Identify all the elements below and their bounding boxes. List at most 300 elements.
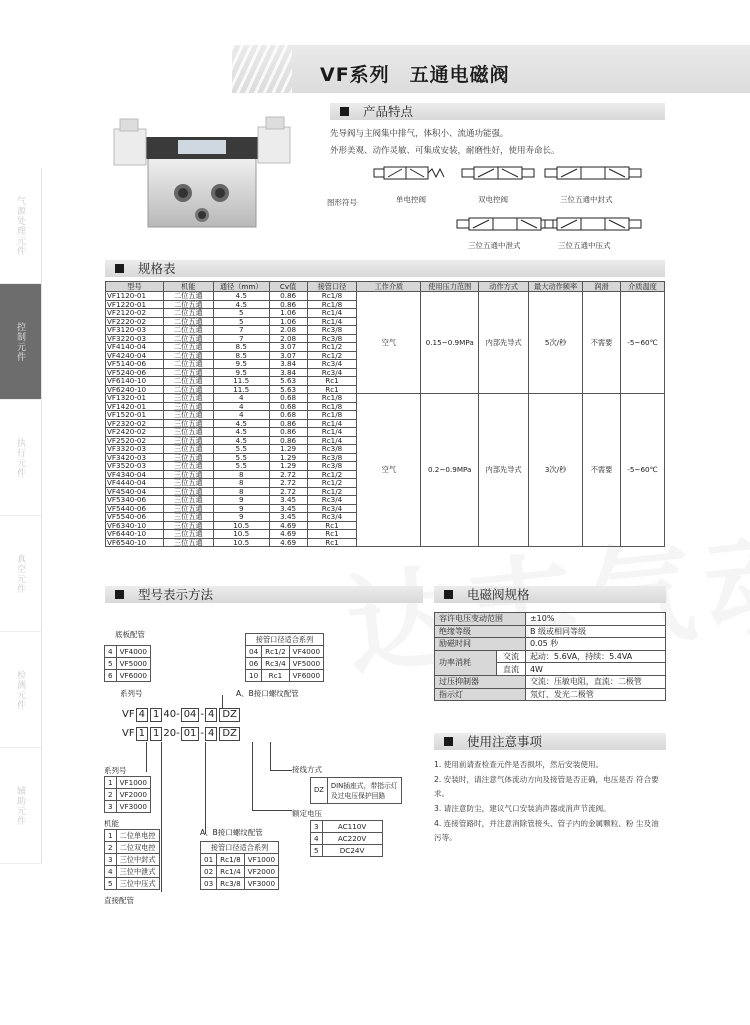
spec-header-row — [106, 282, 665, 292]
cell: VF2000 — [116, 789, 150, 801]
connector-line — [252, 810, 292, 811]
section-square-icon — [115, 264, 124, 273]
cell: AC220V — [322, 833, 382, 845]
cell: 二位五通 — [163, 300, 213, 309]
cell: VF3000 — [116, 801, 150, 813]
table-title: 接管口径适合系列 — [201, 842, 279, 854]
cell: 0.86 — [269, 419, 307, 428]
cell: 2.72 — [269, 479, 307, 488]
cell: 二位五通 — [163, 309, 213, 318]
cell: Rc1/2 — [307, 343, 357, 352]
cell: B 级或相同等级 — [525, 625, 665, 638]
cell: 1.29 — [269, 453, 307, 462]
cell: 三位五通 — [163, 496, 213, 505]
cell: 4.5 — [213, 292, 269, 301]
cell: 6 — [105, 670, 117, 682]
cell: 04 — [246, 646, 262, 658]
model-header — [105, 586, 423, 603]
cell: 三位五通 — [163, 394, 213, 403]
cell: 起动：5.6VA，持续：5.4VA — [525, 650, 665, 663]
cell: 4.5 — [213, 419, 269, 428]
cell: ±10% — [525, 613, 665, 626]
cell: VF5140-06 — [106, 360, 164, 369]
side-tab-control[interactable]: 控制元件 — [0, 284, 42, 400]
col-header: 接管口径 — [307, 282, 357, 292]
cell: 三位五通 — [163, 419, 213, 428]
cell: VF2220-02 — [106, 317, 164, 326]
three-position-exhaust-symbol-icon — [455, 208, 555, 238]
cell: 10.5 — [213, 521, 269, 530]
cell: Rc1/2 — [307, 470, 357, 479]
col-header: Cv值 — [269, 282, 307, 292]
cell: 二位五通 — [163, 326, 213, 335]
cell: DZ — [311, 778, 328, 804]
spec-header — [105, 260, 665, 277]
table-row — [311, 821, 383, 833]
cell: 8.5 — [213, 343, 269, 352]
cell: 二位五通 — [163, 377, 213, 386]
cell: 2.08 — [269, 334, 307, 343]
cell: Rc1/4 — [307, 309, 357, 318]
cell: VF2120-02 — [106, 309, 164, 318]
cell: VF6540-10 — [106, 538, 164, 547]
code-box: 1 — [150, 727, 162, 741]
table-row — [105, 789, 151, 801]
col-header: 动作方式 — [479, 282, 529, 292]
cell: 4W — [525, 663, 665, 676]
cell: Rc1/4 — [307, 436, 357, 445]
cell: 5.5 — [213, 462, 269, 471]
cell: VF1320-01 — [106, 394, 164, 403]
symbol-caption: 三位五通中压式 — [558, 241, 611, 250]
wiring-label: 接线方式 — [292, 765, 322, 774]
cell: 9 — [213, 496, 269, 505]
cell: 9.5 — [213, 368, 269, 377]
cell: VF1120-01 — [106, 292, 164, 301]
cell: 绝缘等级 — [435, 625, 526, 638]
cell-medium: 空气 — [357, 394, 421, 547]
section-square-icon — [444, 737, 453, 746]
cell-medium: 空气 — [357, 292, 421, 394]
cell: 三位五通 — [163, 504, 213, 513]
cell: VF4000 — [116, 646, 150, 658]
cell: VF6340-10 — [106, 521, 164, 530]
cell: 0.05 秒 — [525, 638, 665, 651]
cell: Rc3/8 — [307, 334, 357, 343]
cell: DC24V — [322, 845, 382, 857]
cell: VF1000 — [244, 854, 278, 866]
cell: Rc1 — [307, 377, 357, 386]
cell: Rc3/4 — [307, 513, 357, 522]
cell: 功率消耗 — [435, 650, 497, 675]
cell: 11.5 — [213, 377, 269, 386]
cell: 三位中压式 — [116, 878, 159, 890]
cell-temp: -5~60℃ — [620, 394, 664, 547]
cell: Rc1 — [307, 538, 357, 547]
cell: 三位五通 — [163, 521, 213, 530]
cell: 8 — [213, 487, 269, 496]
table-row — [105, 854, 160, 866]
cell: 10.5 — [213, 530, 269, 539]
table-row — [105, 830, 160, 842]
cell: VF1220-01 — [106, 300, 164, 309]
cell: 5.63 — [269, 377, 307, 386]
cell: AC110V — [322, 821, 382, 833]
features-heading: 产品特点 — [363, 104, 414, 119]
cell: 二位五通 — [163, 385, 213, 394]
symbol-caption: 三位五通中泄式 — [468, 241, 521, 250]
cell: 过压抑制器 — [435, 675, 526, 688]
cell: Rc3/8 — [307, 462, 357, 471]
cell-lube: 不需要 — [583, 292, 621, 394]
cell-pressure: 0.15~0.9MPa — [421, 292, 479, 394]
connector-line — [270, 742, 271, 770]
table-row — [311, 833, 383, 845]
code-box: 04 — [181, 708, 200, 722]
cell-temp: -5~60℃ — [620, 292, 664, 394]
cell: 交流：压敏电阻，直流：二极管 — [525, 675, 665, 688]
cell: Rc1 — [307, 385, 357, 394]
cell: 7 — [213, 334, 269, 343]
symbol-caption: 三位五通中封式 — [560, 195, 613, 204]
notes-list — [434, 758, 666, 846]
cell: 三位五通 — [163, 513, 213, 522]
cell: 二位单电控 — [116, 830, 159, 842]
cell: Rc3/4 — [307, 496, 357, 505]
cell: 3 — [105, 854, 117, 866]
table-row — [105, 878, 160, 890]
cell: 2.08 — [269, 326, 307, 335]
cell: Rc1/8 — [307, 300, 357, 309]
cell: VF4440-04 — [106, 479, 164, 488]
cell: 三位五通 — [163, 530, 213, 539]
cell: VF5240-06 — [106, 368, 164, 377]
cell: 三位中封式 — [116, 854, 159, 866]
table-row — [106, 292, 665, 301]
cell: VF3420-03 — [106, 453, 164, 462]
port-series-table-top — [245, 633, 324, 682]
cell: 0.68 — [269, 394, 307, 403]
base-label: 底板配管 — [115, 630, 145, 639]
cell: Rc1/4 — [307, 317, 357, 326]
cell: 5 — [105, 658, 117, 670]
note-item: 3. 请注意防尘，建议气口安装消声器或消声节流阀。 — [434, 804, 611, 813]
cell: 氖灯、发光二极管 — [525, 688, 665, 701]
cell: 三位五通 — [163, 462, 213, 471]
col-header: 最大动作频率 — [529, 282, 583, 292]
three-position-closed-symbol-icon — [543, 157, 643, 187]
cell: 10 — [246, 670, 262, 682]
cell: VF3220-03 — [106, 334, 164, 343]
cell: Rc1 — [307, 530, 357, 539]
cell: Rc1/2 — [262, 646, 290, 658]
feature-line: 先导阀与主阀集中排气，体积小、流通功能强。 — [330, 129, 509, 139]
cell: 4.5 — [213, 436, 269, 445]
cell: 三位五通 — [163, 428, 213, 437]
cell: 4.69 — [269, 521, 307, 530]
ab-label-top: A、B接口螺纹配管 — [236, 689, 299, 698]
cell: 11.5 — [213, 385, 269, 394]
table-row — [201, 842, 279, 854]
table-row — [105, 842, 160, 854]
cell: Rc1/8 — [307, 292, 357, 301]
table-row — [201, 866, 279, 878]
cell: 2.72 — [269, 470, 307, 479]
code-part: - — [200, 709, 205, 720]
connector-line — [270, 770, 292, 771]
cell: VF6000 — [116, 670, 150, 682]
spec-table — [105, 281, 665, 547]
cell: VF5540-06 — [106, 513, 164, 522]
cell: VF4000 — [289, 646, 323, 658]
cell: Rc1/4 — [307, 428, 357, 437]
note-item: 1. 使用前请查检查元件是否损坏，然后安装使用。 — [434, 760, 604, 769]
port-series-table-bottom — [200, 841, 279, 890]
cell: 二位五通 — [163, 343, 213, 352]
base-table — [104, 645, 151, 682]
code-part: 20- — [163, 728, 180, 739]
cell: 4.69 — [269, 538, 307, 547]
section-square-icon — [444, 590, 453, 599]
table-row — [435, 688, 666, 701]
cell: 7 — [213, 326, 269, 335]
cell-freq: 5次/秒 — [529, 292, 583, 394]
cell: 8 — [213, 470, 269, 479]
cell: Rc3/4 — [262, 658, 290, 670]
table-row — [246, 634, 324, 646]
cell: 4 — [213, 394, 269, 403]
cell: 三位五通 — [163, 411, 213, 420]
cell-action: 内部先导式 — [479, 292, 529, 394]
code-box: 4 — [205, 708, 217, 722]
col-header: 机能 — [163, 282, 213, 292]
feature-line: 外形美观、动作灵敏、可集成安装，耐磨性好，使用寿命长。 — [330, 146, 560, 156]
cell: 3.07 — [269, 351, 307, 360]
cell: VF6440-10 — [106, 530, 164, 539]
cell: VF2320-02 — [106, 419, 164, 428]
side-tab-air-treatment[interactable]: 气源处理元件 — [0, 168, 42, 284]
ab-label-bottom: A、B接口螺纹配管 — [200, 828, 263, 837]
side-tab-vacuum[interactable]: 真空元件 — [0, 516, 42, 632]
cell: VF3120-03 — [106, 326, 164, 335]
cell: Rc1/2 — [307, 479, 357, 488]
cell: Rc3/4 — [307, 360, 357, 369]
cell: VF5340-06 — [106, 496, 164, 505]
solenoid-header — [434, 586, 666, 603]
cell: 3.45 — [269, 496, 307, 505]
cell: 二位五通 — [163, 334, 213, 343]
cell: 5 — [213, 317, 269, 326]
cell: 5.5 — [213, 445, 269, 454]
cell: VF4540-04 — [106, 487, 164, 496]
model-code-example-1 — [122, 708, 241, 722]
cell: 4.69 — [269, 530, 307, 539]
code-part: - — [200, 728, 205, 739]
side-tab-detection[interactable]: 检测元件 — [0, 632, 42, 748]
cell: 指示灯 — [435, 688, 526, 701]
cell: VF6140-10 — [106, 377, 164, 386]
cell: 01 — [201, 854, 217, 866]
function-table — [104, 829, 160, 890]
header-decoration — [232, 45, 292, 93]
cell: 二位五通 — [163, 360, 213, 369]
cell: 三位五通 — [163, 470, 213, 479]
section-square-icon — [340, 107, 349, 116]
cell: 1.29 — [269, 462, 307, 471]
cell: VF6000 — [289, 670, 323, 682]
cell: Rc1/8 — [217, 854, 245, 866]
cell: 3.84 — [269, 360, 307, 369]
cell: Rc1/8 — [307, 394, 357, 403]
cell: 二位五通 — [163, 351, 213, 360]
table-row — [201, 878, 279, 890]
section-square-icon — [115, 590, 124, 599]
table-row — [435, 625, 666, 638]
table-row — [105, 777, 151, 789]
cell: 3 — [105, 801, 117, 813]
table-row — [435, 638, 666, 651]
code-box: 01 — [181, 727, 200, 741]
connector-line — [252, 742, 253, 810]
cell: VF5000 — [289, 658, 323, 670]
symbol-caption: 双电控阀 — [478, 195, 508, 204]
cell: 三位中泄式 — [116, 866, 159, 878]
cell: 0.68 — [269, 411, 307, 420]
spec-heading: 规格表 — [138, 261, 176, 276]
cell: 8 — [213, 479, 269, 488]
cell: 1 — [105, 777, 117, 789]
cell: Rc1/2 — [307, 351, 357, 360]
cell: 5 — [213, 309, 269, 318]
cell: 0.68 — [269, 402, 307, 411]
connector-line — [161, 742, 162, 892]
cell: Rc1/4 — [307, 419, 357, 428]
table-row — [105, 866, 160, 878]
model-heading: 型号表示方法 — [138, 587, 214, 602]
features-text — [330, 126, 670, 160]
cell: 三位五通 — [163, 436, 213, 445]
cell: 1.06 — [269, 317, 307, 326]
code-part: VF — [122, 709, 135, 720]
code-box: 1 — [136, 727, 148, 741]
cell: VF1520-01 — [106, 411, 164, 420]
cell: VF2420-02 — [106, 428, 164, 437]
notes-heading: 使用注意事项 — [467, 734, 543, 749]
symbol-label: 图形符号 — [327, 198, 357, 207]
cell: 3.45 — [269, 513, 307, 522]
cell: 4 — [213, 402, 269, 411]
side-tab-auxiliary[interactable]: 辅助元件 — [0, 748, 42, 864]
cell: VF2520-02 — [106, 436, 164, 445]
cell: 4 — [105, 866, 117, 878]
table-row — [435, 613, 666, 626]
code-box: DZ — [219, 708, 240, 722]
solenoid-table — [434, 612, 666, 701]
cell: 5 — [311, 845, 323, 857]
table-row — [311, 845, 383, 857]
cell: 0.86 — [269, 292, 307, 301]
double-solenoid-symbol-icon — [460, 157, 540, 187]
cell: Rc1 — [262, 670, 290, 682]
code-part: VF — [122, 728, 135, 739]
cell: VF5000 — [116, 658, 150, 670]
cell: 5.5 — [213, 453, 269, 462]
cell: 1.29 — [269, 445, 307, 454]
cell: 二位五通 — [163, 368, 213, 377]
solenoid-heading: 电磁阀规格 — [467, 587, 530, 602]
cell: VF5440-06 — [106, 504, 164, 513]
cell: Rc3/8 — [307, 453, 357, 462]
cell: Rc1/8 — [307, 411, 357, 420]
cell: Rc3/8 — [217, 878, 245, 890]
voltage-table — [310, 820, 383, 857]
side-tab-actuator[interactable]: 执行元件 — [0, 400, 42, 516]
cell: VF4240-04 — [106, 351, 164, 360]
cell: 8.5 — [213, 351, 269, 360]
direct-piping-label: 直接配管 — [104, 896, 134, 905]
code-box: 1 — [150, 708, 162, 722]
series-label: 系列号 — [120, 689, 143, 698]
cell: 二位五通 — [163, 292, 213, 301]
cell: 5 — [105, 878, 117, 890]
cell: 4 — [105, 646, 117, 658]
cell: VF1000 — [116, 777, 150, 789]
table-title: 接管口径适合系列 — [246, 634, 324, 646]
code-box: DZ — [219, 727, 240, 741]
code-part: 40- — [163, 709, 180, 720]
cell: 交流 — [497, 650, 526, 663]
cell: VF3000 — [244, 878, 278, 890]
cell: VF4340-04 — [106, 470, 164, 479]
cell: 9 — [213, 504, 269, 513]
connector-line — [222, 695, 223, 709]
table-row — [105, 646, 151, 658]
table-row — [106, 394, 665, 403]
cell: 0.86 — [269, 436, 307, 445]
cell: 容许电压变动范围 — [435, 613, 526, 626]
cell: 三位五通 — [163, 538, 213, 547]
three-position-pressure-symbol-icon — [543, 208, 643, 238]
cell-pressure: 0.2~0.9MPa — [421, 394, 479, 547]
cell: 二位五通 — [163, 317, 213, 326]
cell: 10.5 — [213, 538, 269, 547]
series-label-2: 系列号 — [104, 766, 127, 775]
cell: 4.5 — [213, 428, 269, 437]
cell: 3.45 — [269, 504, 307, 513]
col-header: 介质温度 — [620, 282, 664, 292]
cell: 5.63 — [269, 385, 307, 394]
connector-line — [205, 742, 206, 834]
single-solenoid-symbol-icon — [372, 157, 452, 187]
cell: VF4140-04 — [106, 343, 164, 352]
cell: Rc1/4 — [217, 866, 245, 878]
cell-freq: 3次/秒 — [529, 394, 583, 547]
voltage-label: 额定电压 — [292, 809, 322, 818]
cell: 9 — [213, 513, 269, 522]
cell: 3.07 — [269, 343, 307, 352]
cell: Rc3/4 — [307, 504, 357, 513]
side-tabs — [0, 168, 42, 864]
cell: 三位五通 — [163, 487, 213, 496]
cell: 0.86 — [269, 300, 307, 309]
table-row — [105, 801, 151, 813]
model-code-example-2 — [122, 727, 241, 741]
product-image — [108, 115, 298, 230]
col-header: 工作介质 — [357, 282, 421, 292]
cell: 0.86 — [269, 428, 307, 437]
cell: Rc3/4 — [307, 368, 357, 377]
table-row — [246, 646, 324, 658]
